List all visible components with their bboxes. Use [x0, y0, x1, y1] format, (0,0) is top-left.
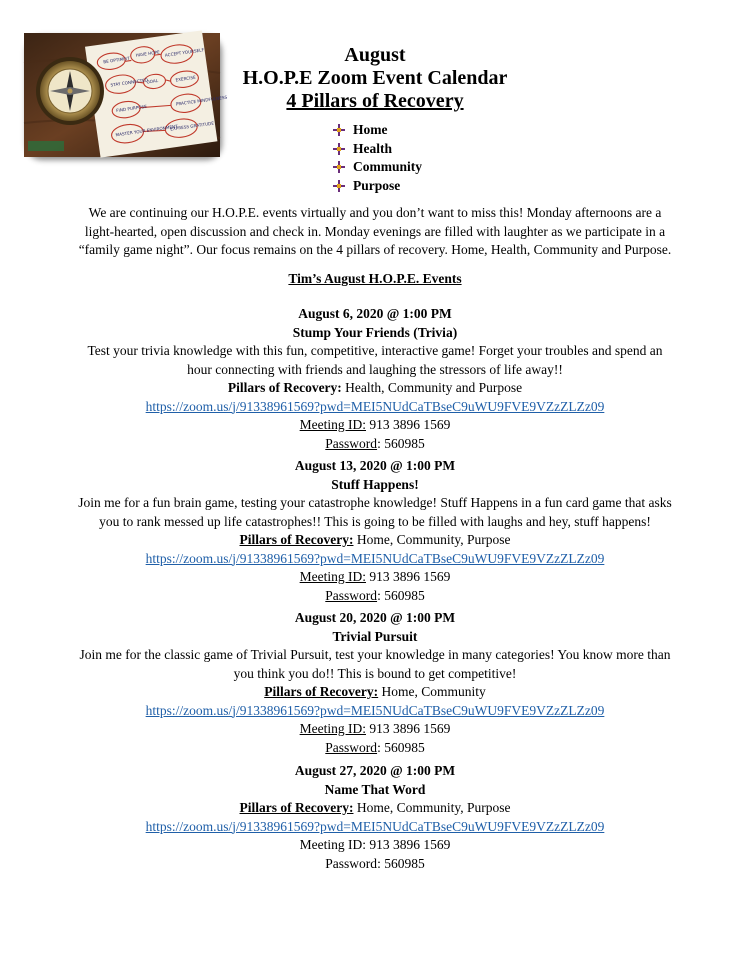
title-pillars: 4 Pillars of Recovery [286, 90, 464, 112]
meeting-id-row [20, 568, 730, 587]
svg-text:HAVE HOPE: HAVE HOPE [135, 49, 160, 58]
pillar-bullet-icon [333, 161, 345, 173]
password-value: : 560985 [377, 855, 425, 871]
pillar-bullet-icon [333, 124, 345, 136]
compass-and-notes-image [24, 33, 228, 157]
event-description: you think you do!! This is bound to get competitive! [233, 665, 517, 681]
event-pillars [20, 379, 730, 398]
title-block [200, 44, 550, 113]
event-block [20, 762, 730, 873]
event-block [20, 609, 730, 757]
pillar-item-purpose [333, 177, 422, 196]
pillar-label: Health [353, 140, 392, 156]
event-description: you to rank messed up life catastrophes!! This is going to be filled with laughs and hey, stuff happens! [99, 513, 651, 529]
meeting-id-row [20, 416, 730, 435]
password-label: Password [325, 739, 378, 755]
pillars-label: Pillars of Recovery: [239, 800, 354, 815]
zoom-link-row [20, 702, 730, 721]
password-value: : 560985 [377, 587, 425, 603]
intro-paragraph [40, 204, 710, 260]
svg-text:PRACTICE MINDFULNESS: PRACTICE MINDFULNESS [175, 94, 228, 107]
event-name: Trivial Pursuit [332, 628, 418, 644]
pillars-value: Home, Community [378, 684, 486, 699]
svg-text:FIND PURPOSE: FIND PURPOSE [115, 103, 148, 114]
meeting-id-row [20, 836, 730, 855]
pillars-label: Pillars of Recovery: [264, 684, 379, 699]
password-value: : 560985 [377, 739, 425, 755]
pillar-item-health [333, 140, 422, 159]
event-date: August 13, 2020 @ 1:00 PM [294, 458, 456, 473]
zoom-link-row [20, 550, 730, 569]
pillar-label: Community [353, 159, 423, 175]
event-name: Stuff Happens! [331, 476, 419, 492]
zoom-link-row [20, 818, 730, 837]
svg-text:ACCEPT YOURSELF: ACCEPT YOURSELF [164, 47, 205, 58]
event-block [20, 305, 730, 453]
svg-text:GOAL: GOAL [146, 77, 159, 85]
svg-text:MASTER YOUR ENVIRONMENT: MASTER YOUR ENVIRONMENT [115, 123, 178, 138]
pillars-value: Home, Community, Purpose [353, 800, 511, 815]
pillars-list [333, 121, 422, 195]
pillar-item-home [333, 121, 422, 140]
zoom-link-row [20, 398, 730, 417]
password-row [20, 739, 730, 758]
pillar-label: Home [353, 122, 388, 138]
zoom-link[interactable]: https://zoom.us/j/91338961569?pwd=MEI5NUdCaTBseC9uWU9FVE9VZzZLZz09 [145, 702, 605, 718]
password-label: Password [325, 855, 378, 871]
svg-text:EXPRESS GRATITUDE: EXPRESS GRATITUDE [169, 120, 215, 132]
meeting-id-row [20, 720, 730, 739]
password-row [20, 435, 730, 454]
event-pillars [20, 799, 730, 818]
intro-line: light-hearted, open discussion and check in. Monday evenings are filled with laughter as we participate in a [84, 223, 666, 239]
event-name: Stump Your Friends (Trivia) [292, 324, 458, 340]
svg-text:EXERCISE: EXERCISE [175, 74, 196, 83]
intro-line: “family game night”. Our focus remains on the 4 pillars of recovery. Home, Health, Community and Purpose. [78, 242, 672, 257]
meeting-id-label: Meeting ID: [299, 417, 366, 432]
event-description: Test your trivia knowledge with this fun, competitive, interactive game! Forget your troubles and spend an [87, 343, 663, 358]
event-date: August 27, 2020 @ 1:00 PM [294, 763, 456, 778]
title-month: August [344, 44, 406, 66]
zoom-link[interactable]: https://zoom.us/j/91338961569?pwd=MEI5NUdCaTBseC9uWU9FVE9VZzZLZz09 [145, 818, 605, 834]
meeting-id-label: Meeting ID: [299, 721, 366, 736]
title-calendar: H.O.P.E Zoom Event Calendar [242, 67, 508, 89]
pillars-value: Health, Community and Purpose [341, 380, 523, 395]
svg-text:BE OPTIMIST: BE OPTIMIST [102, 55, 130, 65]
svg-text:STAY CONNECTED: STAY CONNECTED [110, 77, 149, 88]
pillars-label: Pillars of Recovery: [227, 380, 342, 395]
event-block [20, 457, 730, 605]
zoom-link[interactable]: https://zoom.us/j/91338961569?pwd=MEI5NUdCaTBseC9uWU9FVE9VZzZLZz09 [145, 398, 605, 414]
password-row [20, 855, 730, 874]
pillars-value: Home, Community, Purpose [353, 532, 511, 547]
password-value: : 560985 [377, 435, 425, 451]
events-heading: Tim’s August H.O.P.E. Events [288, 271, 462, 286]
event-name: Name That Word [324, 781, 426, 797]
zoom-link[interactable]: https://zoom.us/j/91338961569?pwd=MEI5NUdCaTBseC9uWU9FVE9VZzZLZz09 [145, 550, 605, 566]
event-description: Join me for the classic game of Trivial Pursuit, test your knowledge in many categories! You know more than [79, 647, 671, 662]
pillar-label: Purpose [353, 177, 401, 193]
meeting-id-label: Meeting ID: [299, 837, 366, 852]
event-pillars [20, 531, 730, 550]
event-description: hour connecting with friends and laughing the stressors of life away!! [187, 361, 563, 377]
meeting-id-label: Meeting ID: [299, 569, 366, 584]
hero-illustration [24, 33, 228, 157]
meeting-id-value: 913 3896 1569 [366, 837, 451, 852]
pillars-label: Pillars of Recovery: [239, 532, 354, 547]
pillar-bullet-icon [333, 180, 345, 192]
pillar-item-community [333, 158, 422, 177]
meeting-id-value: 913 3896 1569 [366, 417, 451, 432]
event-pillars [20, 683, 730, 702]
pillar-bullet-icon [333, 143, 345, 155]
event-description: Join me for a fun brain game, testing your catastrophe knowledge! Stuff Happens in a fun card game that asks [78, 495, 672, 510]
event-date: August 20, 2020 @ 1:00 PM [294, 610, 456, 625]
password-label: Password [325, 587, 378, 603]
password-label: Password [325, 435, 378, 451]
password-row [20, 587, 730, 606]
event-date: August 6, 2020 @ 1:00 PM [298, 306, 452, 321]
meeting-id-value: 913 3896 1569 [366, 569, 451, 584]
intro-line: We are continuing our H.O.P.E. events virtually and you don’t want to miss this! Monday afternoons are a [88, 205, 662, 220]
meeting-id-value: 913 3896 1569 [366, 721, 451, 736]
